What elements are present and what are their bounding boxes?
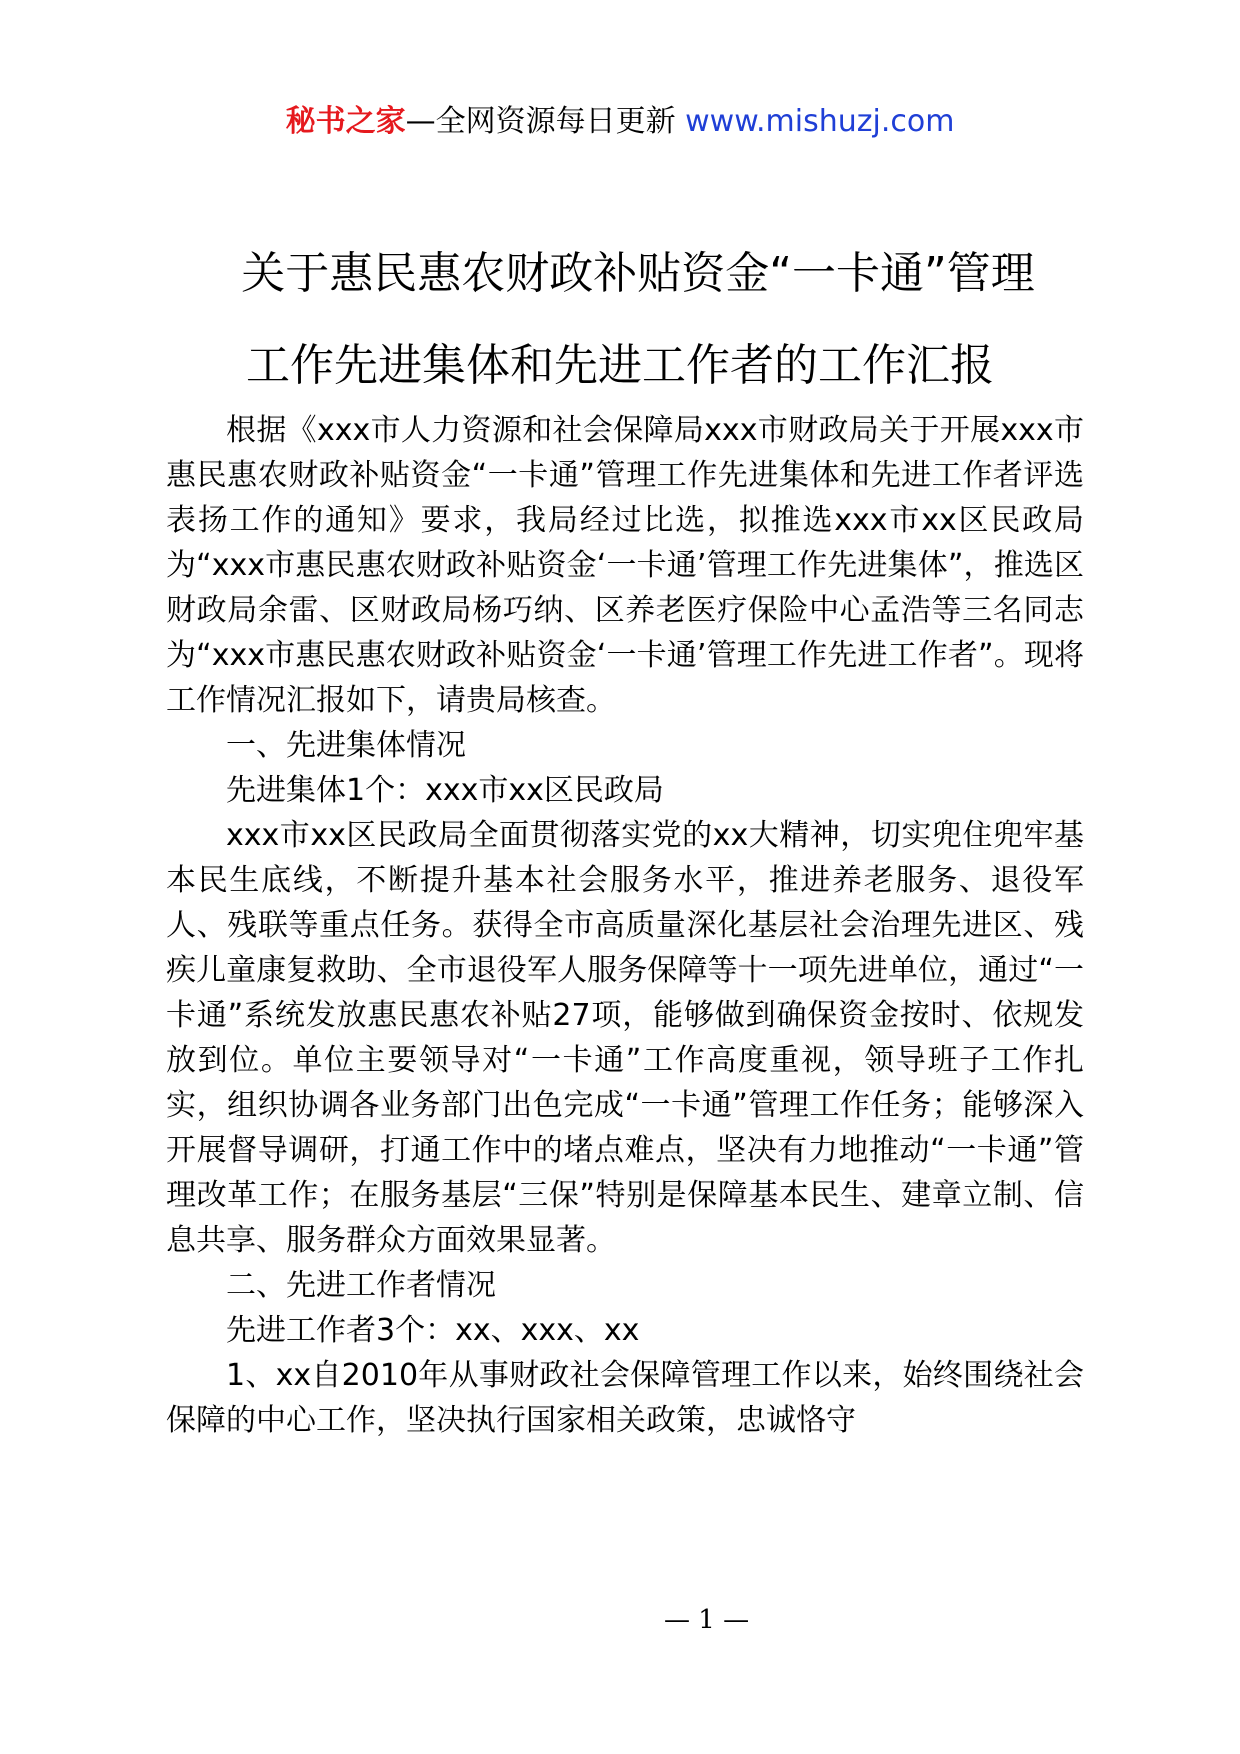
brand-name: 秘书之家: [285, 104, 406, 139]
document-title-line-1: 关于惠民惠农财政补贴资金“一卡通”管理: [241, 248, 1035, 299]
intro-paragraph: 根据《xxx市人力资源和社会保障局xxx市财政局关于开展xxx市惠民惠农财政补贴资金“一卡通”管理工作先进集体和先进工作者评选表扬工作的通知》要求，我局经过比选，拟推选xxx市xx区民政局为“xxx市惠民惠农财政补贴资金‘一卡通’管理工作先进集体”，推选区财政局余雷、区财政局杨巧纳、区养老医疗保险中心孟浩等三名同志为“xxx市惠民惠农财政补贴资金‘一卡通’管理工作先进工作者”。现将工作情况汇报如下，请贵局核查。: [166, 413, 1084, 718]
worker-1-description: 1、xx自2010年从事财政社会保障管理工作以来，始终围绕社会保障的中心工作，坚决执行国家相关政策，忠诚恪守: [166, 1358, 1084, 1438]
page-number: — 1 —: [664, 1605, 750, 1635]
collective-count: 先进集体1个：xxx市xx区民政局: [226, 773, 664, 808]
site-header: [0, 100, 1240, 144]
collective-description: xxx市xx区民政局全面贯彻落实党的xx大精神，切实兜住兜牢基本民生底线，不断提升基本社会服务水平，推进养老服务、退役军人、残联等重点任务。获得全市高质量深化基层社会治理先进区、残疾儿童康复救助、全市退役军人服务保障等十一项先进单位，通过“一卡通”系统发放惠民惠农补贴27项，能够做到确保资金按时、依规发放到位。单位主要领导对“一卡通”工作高度重视，领导班子工作扎实，组织协调各业务部门出色完成“一卡通”管理工作任务；能够深入开展督导调研，打通工作中的堵点难点，坚决有力地推动“一卡通”管理改革工作；在服务基层“三保”特别是保障基本民生、建章立制、信息共享、服务群众方面效果显著。: [166, 818, 1084, 1258]
section-heading-collective: 一、先进集体情况: [226, 728, 466, 763]
section-heading-workers: 二、先进工作者情况: [226, 1268, 496, 1303]
document-body: [166, 408, 1084, 1443]
workers-count: 先进工作者3个：xx、xxx、xx: [226, 1313, 640, 1348]
site-url-link[interactable]: www.mishuzj.com: [685, 104, 955, 139]
header-tagline: —全网资源每日更新: [405, 104, 686, 139]
document-title-line-2: 工作先进集体和先进工作者的工作汇报: [246, 340, 994, 391]
